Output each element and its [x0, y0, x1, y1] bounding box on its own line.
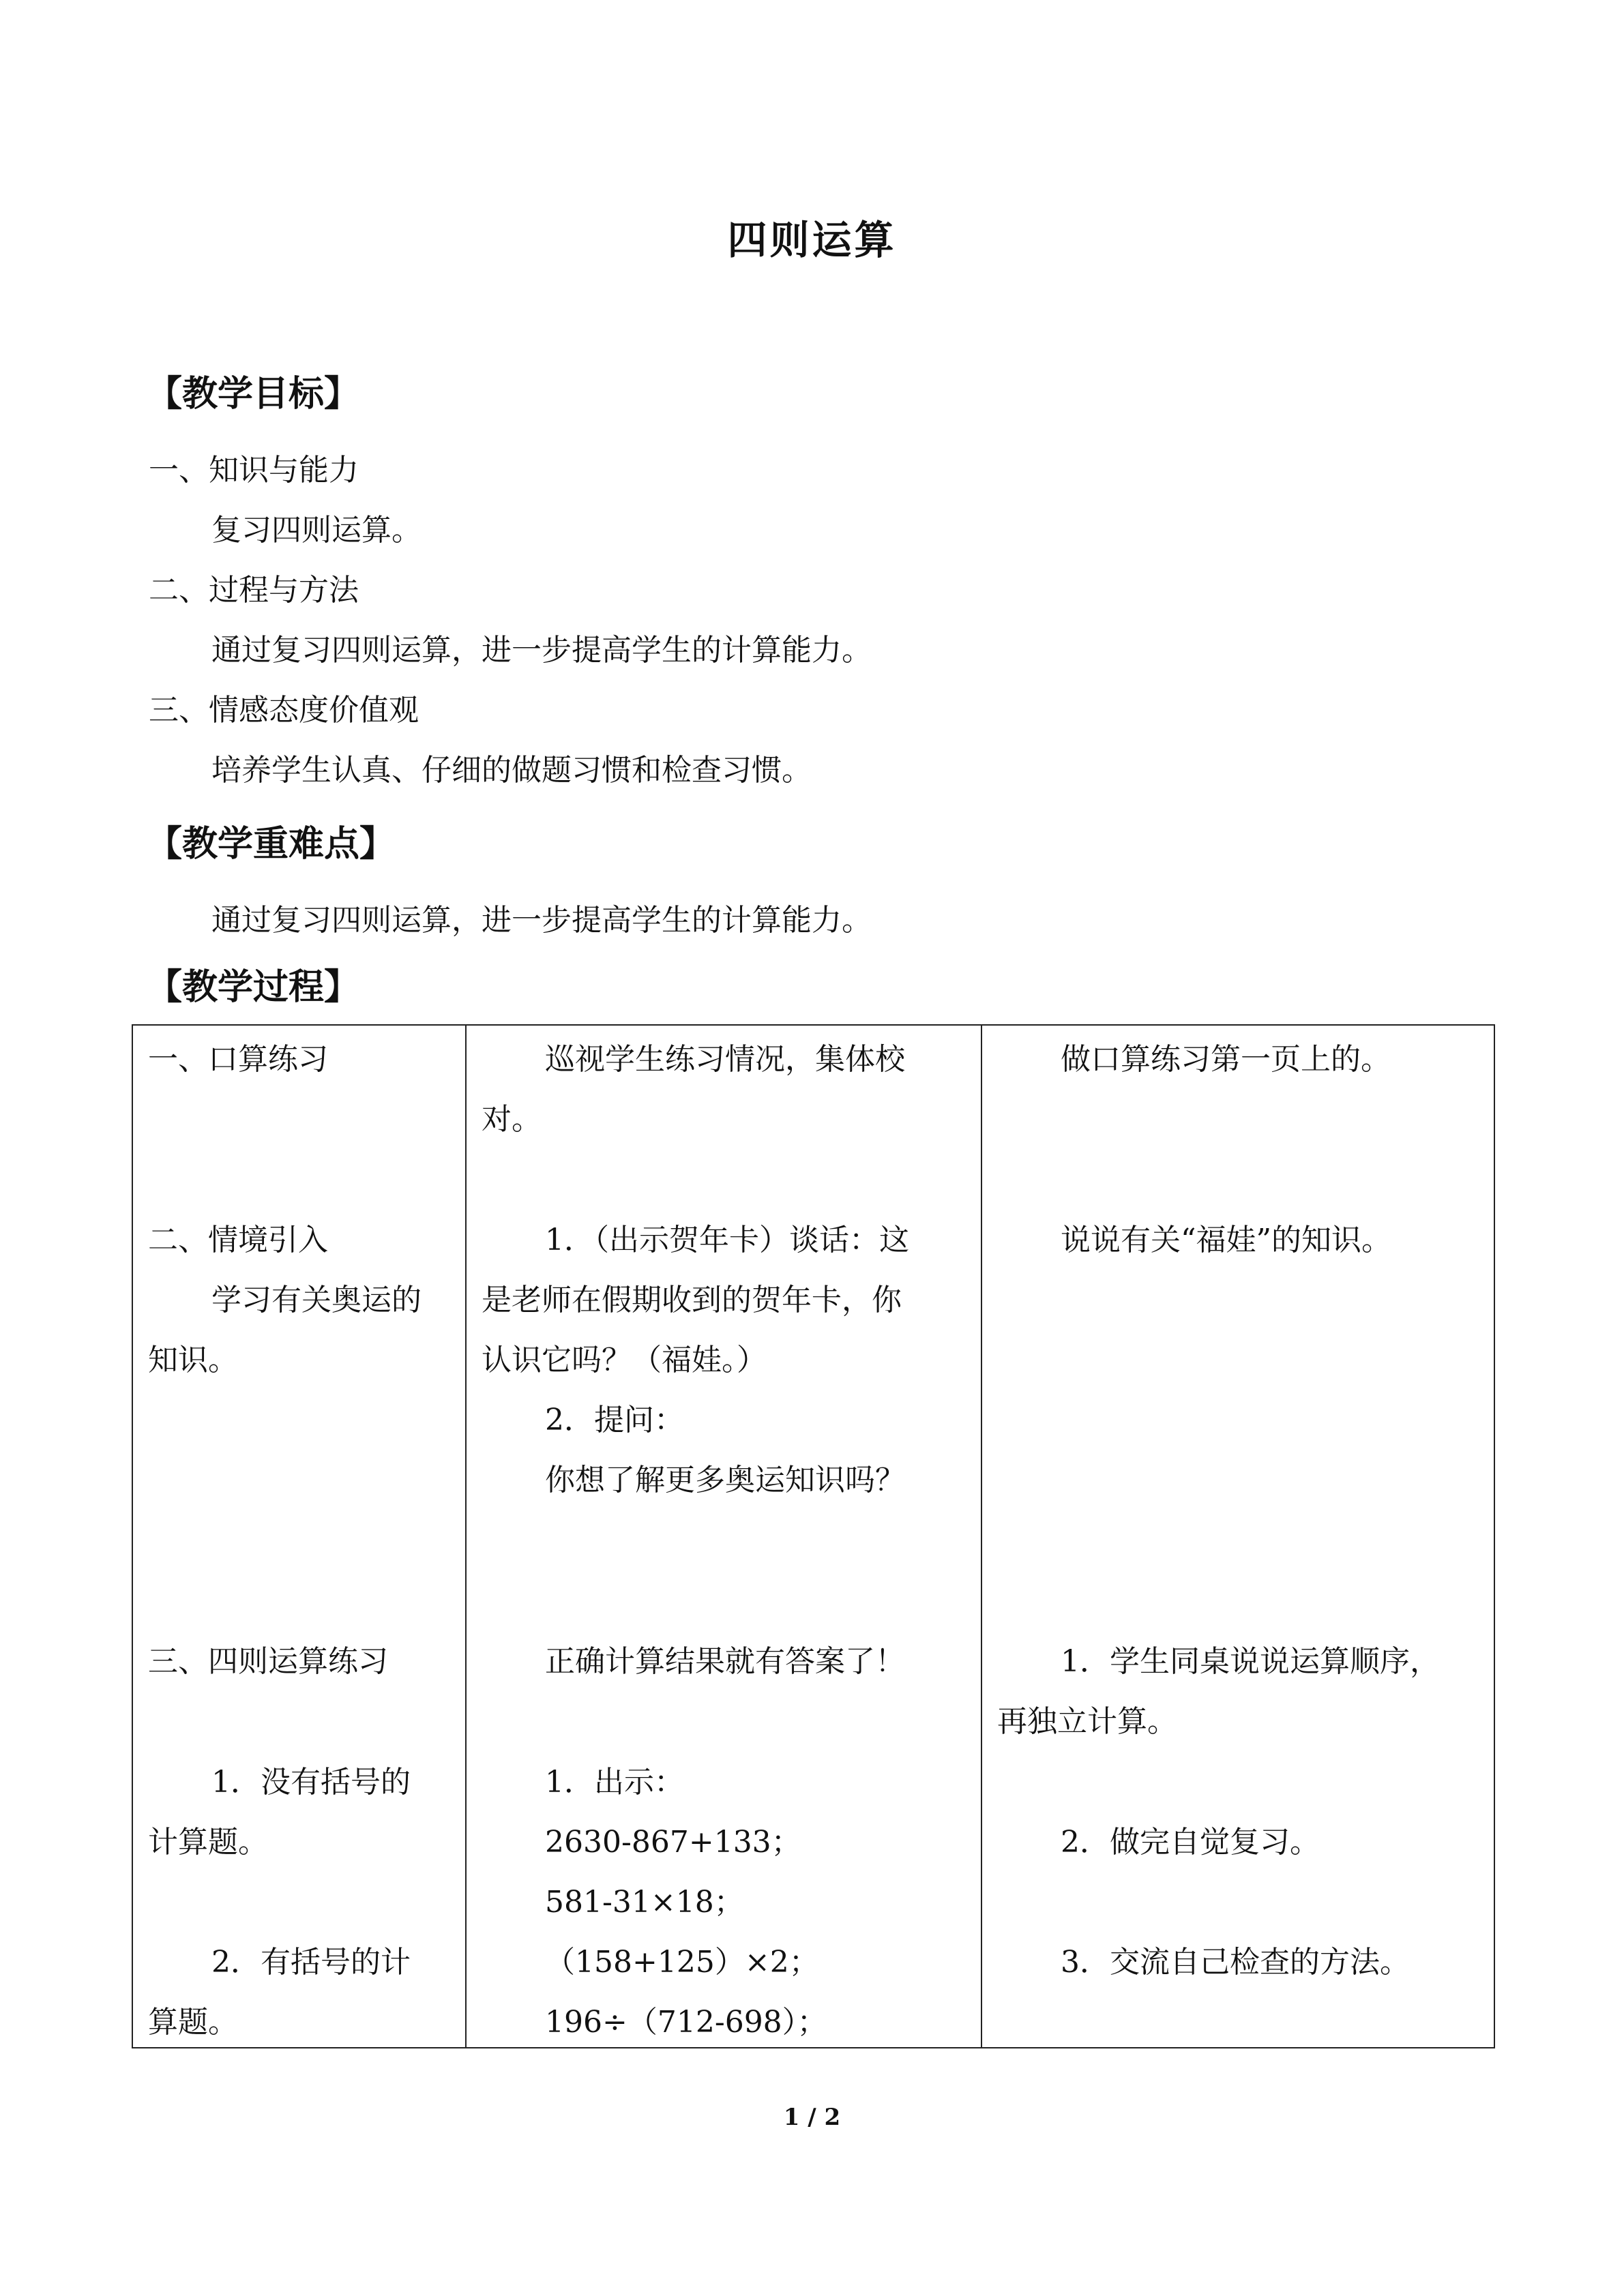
student-3b: 再独立计算。: [997, 1704, 1177, 1739]
process-heading: 【教学过程】: [147, 967, 360, 1008]
table-row: [132, 1025, 1494, 2048]
goal-1-label: 一、知识与能力: [149, 453, 359, 488]
goal-2-text: 通过复习四则运算，进一步提高学生的计算能力。: [211, 633, 872, 668]
page-title: 四则运算: [727, 217, 897, 263]
teacher-3f: 196÷（712-698）；: [545, 2005, 827, 2040]
student-3a: 1．学生同桌说说运算顺序，: [1061, 1644, 1440, 1679]
goals-heading: 【教学目标】: [147, 374, 360, 415]
teacher-3a: 正确计算结果就有答案了！: [545, 1644, 905, 1679]
teacher-3e: （158+125）×2；: [545, 1945, 819, 1980]
student-2: 说说有关“福娃”的知识。: [1061, 1223, 1391, 1257]
student-5: 3．交流自己检查的方法。: [1061, 1945, 1410, 1980]
teacher-1a: 巡视学生练习情况，集体校: [545, 1042, 905, 1077]
stage-3-item-1b: 计算题。: [148, 1825, 268, 1860]
teacher-2e: 你想了解更多奥运知识吗？: [545, 1463, 905, 1497]
process-col-teacher: [466, 1025, 981, 2048]
teacher-3d: 581-31×18；: [545, 1885, 744, 1920]
teacher-2a: 1．（出示贺年卡）谈话：这: [545, 1223, 909, 1257]
stage-2-title: 二、情境引入: [148, 1223, 328, 1257]
goal-3-text: 培养学生认真、仔细的做题习惯和检查习惯。: [211, 753, 812, 788]
goal-1-text: 复习四则运算。: [211, 513, 422, 548]
stage-2-text-b: 知识。: [148, 1343, 238, 1377]
goal-2-label: 二、过程与方法: [149, 573, 359, 608]
process-col-student: [981, 1025, 1494, 2048]
stage-3-item-1a: 1．没有括号的: [211, 1765, 411, 1800]
teacher-2c: 认识它吗？（福娃。）: [482, 1343, 767, 1377]
process-col-stage: [132, 1025, 466, 2048]
page-number: 1 / 2: [783, 2104, 841, 2131]
key-points-heading: 【教学重难点】: [147, 824, 396, 865]
student-4: 2．做完自觉复习。: [1061, 1825, 1320, 1860]
teacher-2d: 2．提问：: [545, 1403, 684, 1437]
key-points-text: 通过复习四则运算，进一步提高学生的计算能力。: [211, 903, 872, 938]
stage-3-item-2b: 算题。: [148, 2005, 238, 2040]
teacher-1b: 对。: [482, 1102, 542, 1137]
goal-3-label: 三、情感态度价值观: [149, 693, 419, 728]
student-1: 做口算练习第一页上的。: [1061, 1042, 1391, 1077]
teacher-3b: 1．出示：: [545, 1765, 684, 1800]
stage-1-title: 一、口算练习: [148, 1042, 328, 1077]
process-table: [132, 1024, 1495, 2048]
teacher-3c: 2630-867+133；: [545, 1825, 801, 1860]
stage-3-item-2a: 2．有括号的计: [211, 1945, 411, 1980]
teacher-2b: 是老师在假期收到的贺年卡，你: [482, 1283, 902, 1317]
stage-2-text-a: 学习有关奥运的: [211, 1283, 422, 1317]
stage-3-title: 三、四则运算练习: [148, 1644, 388, 1679]
